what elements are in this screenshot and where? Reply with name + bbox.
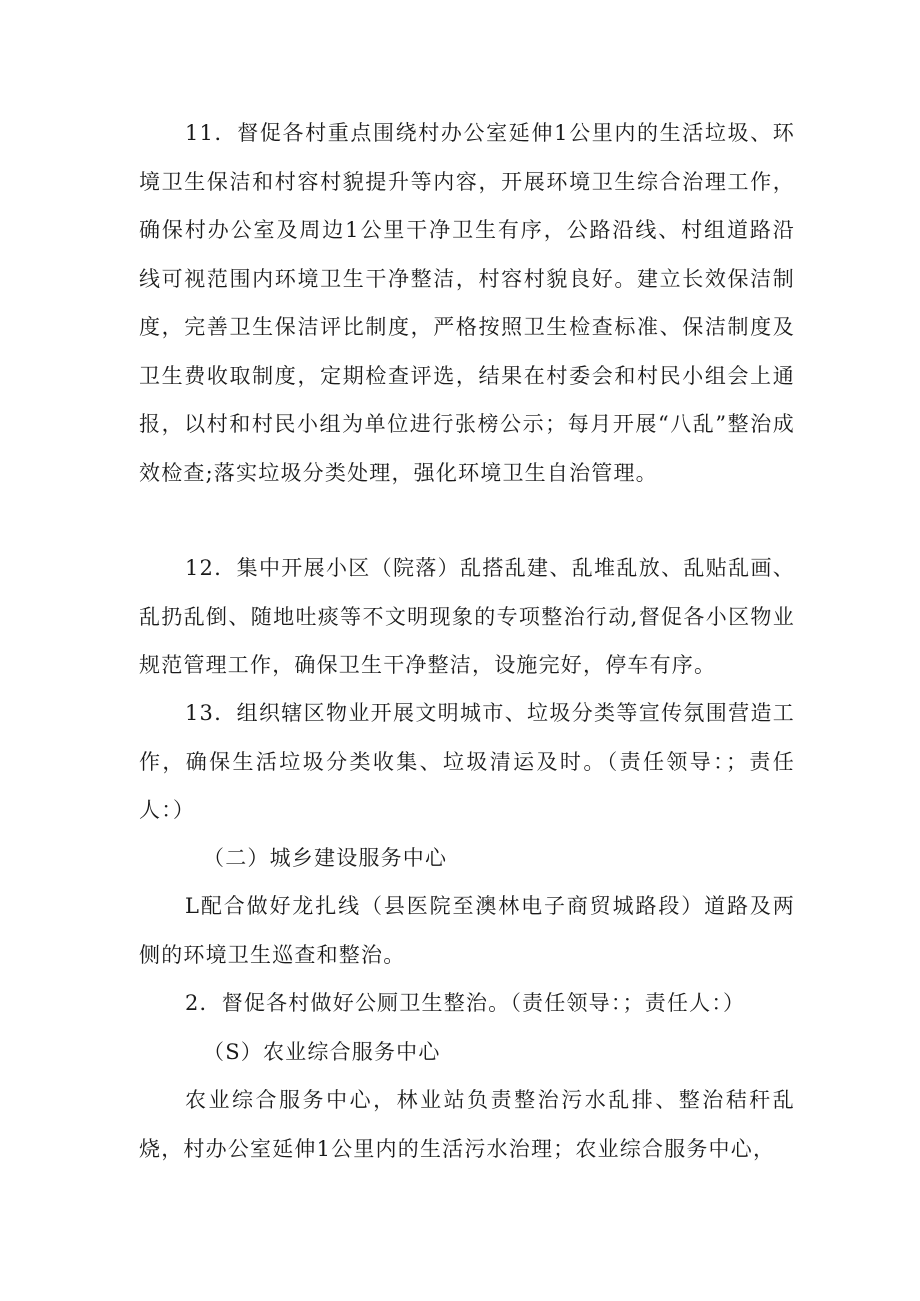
- paragraph-agriculture: 农业综合服务中心，林业站负责整治污水乱排、整治秸秆乱烧，村办公室延伸1公里内的生活污水治理；农业综合服务中心，: [139, 1088, 795, 1161]
- section-heading-urban-rural: （二）城乡建设服务中心: [203, 846, 448, 870]
- paragraph-item-11: 11．督促各村重点围绕村办公室延伸1公里内的生活垃圾、环境卫生保洁和村容村貌提升等内容，开展环境卫生综合治理工作，确保村办公室及周边1公里干净卫生有序，公路沿线、村组道路沿线可视范围内环境卫生干净整洁，村容村貌良好。建立长效保洁制度，完善卫生保洁评比制度，严格按照卫生检查标准、保洁制度及卫生费收取制度，定期检查评选，结果在村委会和村民小组会上通报，以村和村民小组为单位进行张榜公示；每月开展“八乱”整治成效检查;落实垃圾分类处理，强化环境卫生自治管理。: [139, 121, 795, 485]
- paragraph-item-12: 12．集中开展小区（院落）乱搭乱建、乱堆乱放、乱贴乱画、乱扔乱倒、随地吐痰等不文明现象的专项整治行动,督促各小区物业规范管理工作，确保卫生干净整洁，设施完好，停车有序。: [139, 556, 795, 677]
- paragraph-item-2: 2．督促各村做好公厕卫生整治。（责任领导：；责任人：）: [185, 991, 746, 1015]
- paragraph-item-1: L配合做好龙扎线（县医院至澳林电子商贸城路段）道路及两侧的环境卫生巡查和整治。: [139, 894, 795, 967]
- paragraph-item-13: 13．组织辖区物业开展文明城市、垃圾分类等宣传氛围营造工作，确保生活垃圾分类收集、垃圾清运及时。（责任领导：；责任人：）: [139, 701, 795, 822]
- section-heading-agriculture: （S）农业综合服务中心: [203, 1040, 441, 1064]
